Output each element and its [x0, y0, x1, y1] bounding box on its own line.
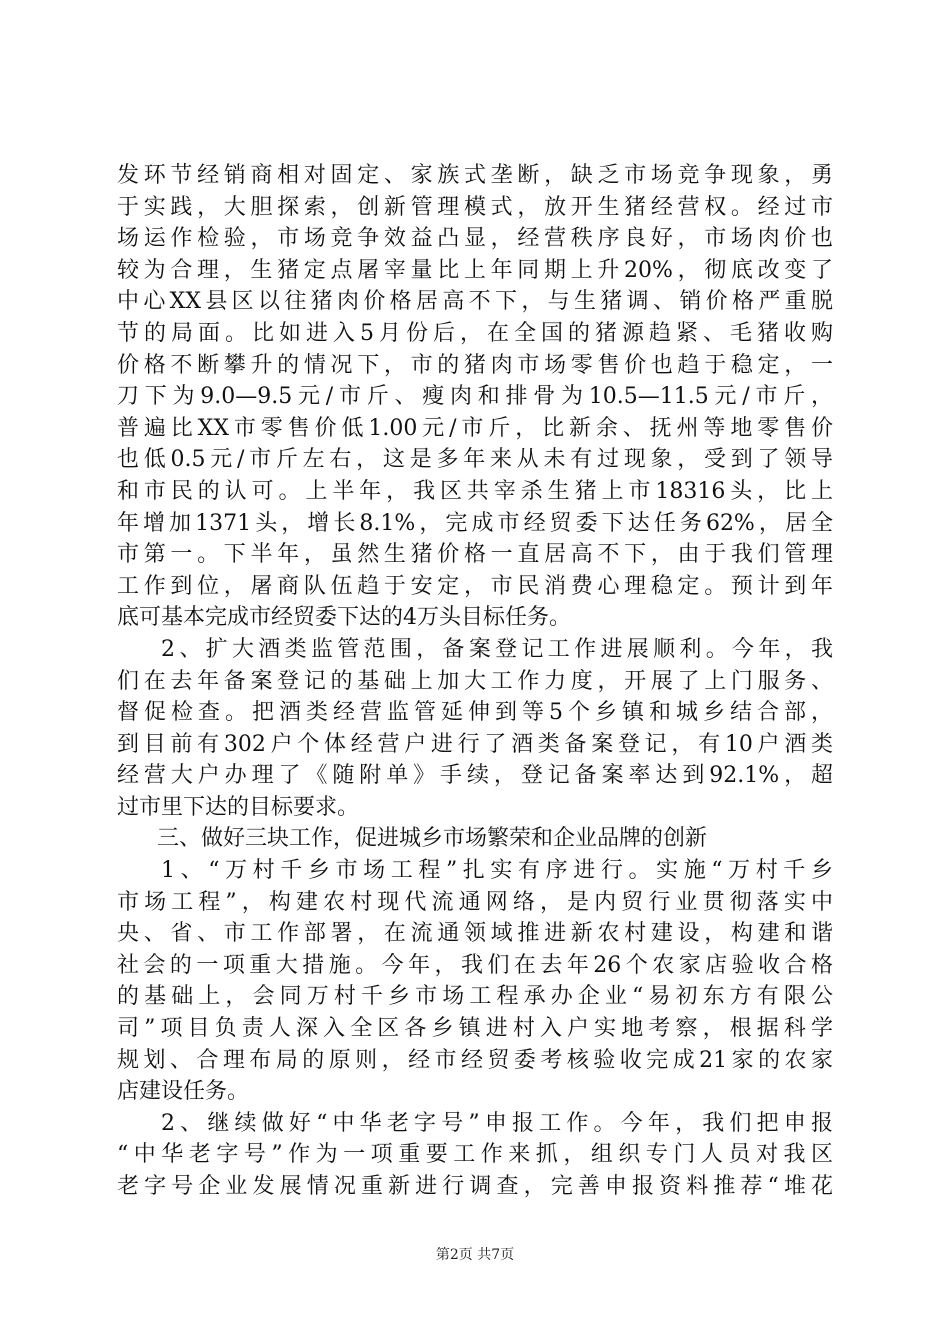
text-line: 较为合理，生猪定点屠宰量比上年同期上升20%，彻底改变了	[117, 257, 833, 283]
text-line: 经营大户办理了《随附单》手续，登记备案率达到92.1%，超	[117, 763, 833, 789]
text-line: 场运作检验，市场竞争效益凸显，经营秩序良好，市场肉价也	[117, 226, 833, 252]
text-line: 发环节经销商相对固定、家族式垄断，缺乏市场竞争现象，勇	[117, 163, 833, 188]
section-title: 三、做好三块工作，促进城乡市场繁荣和企业品牌的创新	[157, 826, 708, 852]
text-line: 工作到位，屠商队伍趋于安定，市民消费心理稳定。预计到年	[117, 573, 833, 599]
text-line: 规划、合理布局的原则，经市经贸委考核验收完成21家的农家	[117, 1047, 833, 1073]
text-line: 也低0.5元/市斤左右，这是多年来从未有过现象，受到了领导	[117, 447, 833, 473]
text-line: 和市民的认可。上半年，我区共宰杀生猪上市18316头，比上	[117, 478, 833, 504]
text-line: 社会的一项重大措施。今年，我们在去年26个农家店验收合格	[117, 952, 833, 978]
text-line: 的基础上，会同万村千乡市场工程承办企业“易初东方有限公	[117, 984, 833, 1010]
text-line: 年增加1371头，增长8.1%，完成市经贸委下达任务62%，居全	[117, 510, 833, 536]
text-line: 店建设任务。	[117, 1079, 250, 1105]
body-text	[117, 160, 833, 1203]
page-footer: 第2页 共7页	[435, 1247, 515, 1263]
text-line: 普遍比XX市零售价低1.00元/市斤，比新余、抚州等地零售价	[117, 415, 833, 441]
text-line: “中华老字号”作为一项重要工作来抓，组织专门人员对我区	[117, 1142, 833, 1168]
section-heading-line: 1、“万村千乡市场工程”扎实有序进行。实施“万村千乡	[161, 858, 833, 884]
text-line: 老字号企业发展情况重新进行调查，完善申报资料推荐“堆花	[117, 1174, 833, 1199]
text-line: 央、省、市工作部署，在流通领域推进新农村建设，构建和谐	[117, 921, 833, 947]
text-line: 中心XX县区以往猪肉价格居高不下，与生猪调、销价格严重脱	[117, 289, 833, 315]
text-line: 到目前有302户个体经营户进行了酒类备案登记，有10户酒类	[117, 731, 833, 757]
text-line: 节的局面。比如进入5月份后，在全国的猪源趋紧、毛猪收购	[117, 320, 833, 346]
text-line: 督促检查。把酒类经营监管延伸到等5个乡镇和城乡结合部，	[117, 700, 833, 726]
text-line: 司”项目负责人深入全区各乡镇进村入户实地考察，根据科学	[117, 1016, 833, 1042]
text-line: 们在去年备案登记的基础上加大工作力度，开展了上门服务、	[117, 668, 833, 694]
text-line: 底可基本完成市经贸委下达的4万头目标任务。	[117, 605, 571, 631]
text-line: 刀下为9.0—9.5元/市斤、瘦肉和排骨为10.5—11.5元/市斤，	[117, 384, 833, 410]
text-line: 于实践，大胆探索，创新管理模式，放开生猪经营权。经过市	[117, 194, 833, 220]
text-line: 价格不断攀升的情况下，市的猪肉市场零售价也趋于稳定，一	[117, 352, 833, 378]
text-line: 市第一。下半年，虽然生猪价格一直居高不下，由于我们管理	[117, 542, 833, 568]
section-heading-line: 2、继续做好“中华老字号”申报工作。今年，我们把申报	[161, 1110, 833, 1136]
section-heading-line: 2、扩大酒类监管范围，备案登记工作进展顺利。今年，我	[161, 636, 833, 662]
text-line: 市场工程”，构建农村现代流通网络，是内贸行业贯彻落实中	[117, 889, 833, 915]
text-line: 过市里下达的目标要求。	[117, 794, 360, 820]
